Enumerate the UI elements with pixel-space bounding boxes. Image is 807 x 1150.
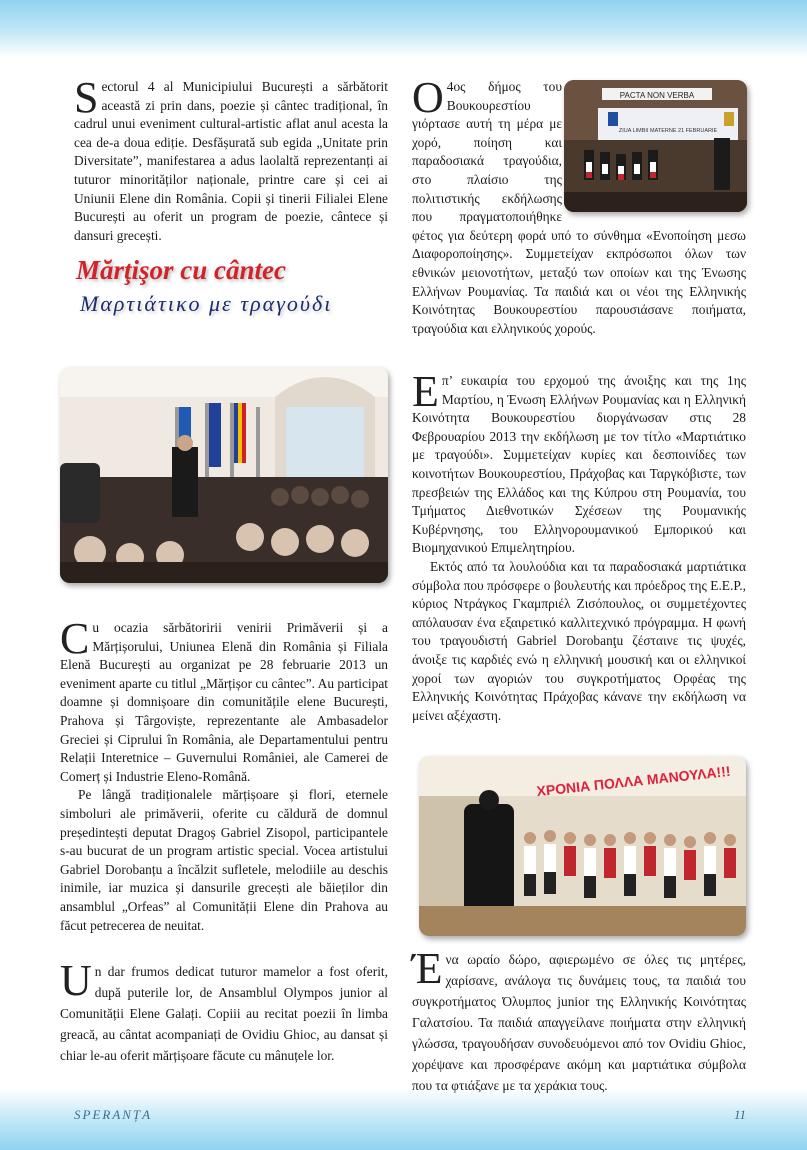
dropcap: C — [60, 614, 90, 663]
section-title-greek: Μαρτιάτικο με τραγούδι — [80, 291, 333, 316]
photo-hall-image — [60, 367, 388, 583]
article-text: 4ος δήμος του Βουκουρεστίου γιόρτασε αυτή τη μέρα με χορό, ποίηση και παραδοσιακά τραγούδια, στο πλαίσιο της πολιτιστικής εκδήλωσης που πραγματοποιήθηκε φέτος για δεύτερη φορά υπό το σύνθημα «Ενοποίηση μεσω Διαφοροποίησης». Συμμετείχαν εκπρόσωποι όλων των εθνικών μειονοτήτων, μεταξύ των οποίων και της Ένωσης Ελλήνων Ρουμανίας. Τα παιδιά και οι νέοι της Ελληνικής Κοινότητας Βουκουρεστίου παρουσιάσανε ποιήματα, τραγούδια και ελληνικούς χορούς. — [412, 79, 746, 336]
dropcap: S — [74, 73, 99, 122]
section-title-romanian: Mărţişor cu cântec — [76, 255, 287, 285]
dropcap: Έ — [412, 944, 443, 993]
photo-children-choir — [419, 756, 746, 936]
article-text: n dar frumos dedicat tuturor mamelor a fost oferit, după puterile lor, de Ansamblul Olympos junior al Comunității Elene Galați. Copiii au recitat poezii în limba greacă, au cântat acompaniați de Ovidiu Ghioc, au dansat și chiar le-au oferit mărțișoare făcute cu mânuțele lor. — [60, 964, 388, 1063]
article-paragraph: Pe lângă tradiționalele mărțișoare și flori, eternele simboluri ale primăverii, oferite cu căldură de domnul președintești deputat Dragoș Gabriel Zisopol, participantele s-au bucurat de un program artistic special. Vocea artistului Gabriel Dorobanțu a încălzit sufletele, melodiile au deschis inimile, iar muzica și dansurile grecești ale băieților din ansamblul „Orfeas” al Comunității Elene din Prahova au făcut petrecerea de neuitat. — [60, 787, 388, 933]
article-text: u ocazia sărbătoririi venirii Primăverii și a Mărțișorului, Uniunea Elenă din România și Filiala Elenă București au organizat pe 28 februarie 2013 un eveniment aparte cu titlul „Mărțișor cu cântec”. Au participat doamne și domnișoare din comunitățile elene București, Prahova și Târgoviște, reprezentante ale Ambasadelor Greciei și Ciprului în România, ale Departamentului pentru Relații Interetnice – Guvernului României, ale Camerei de Comerț și Industrie Eleno-Română. — [60, 620, 388, 784]
dropcap: U — [60, 956, 92, 1005]
article-text: π’ ευκαιρία του ερχομού της άνοιξης και της 1ης Μαρτίου, η Ένωση Ελλήνων Ρουμανίας και η Ελληνική Κοινότητα Βουκουρεστίου διοργάνωσαν στις 28 Φεβρουαρίου 2013 την εκδήλωση με τον τίτλο «Μαρτιάτικο με τραγούδι». Συμμετείχαν κυρίες και δεσποινίδες των κοινοτήτων Βουκουρεστίου, Πράχοβας και Ταργκόβιστε, των πρεσβειών της Ελλάδος και της Κύπρου στη Ρουμανία, του Τμήματος Διεθνοτικών Σχέσεων της Ρουμανικής Κυβέρνησης, του Ελληνορουμανικού Εμπορικού και Βιομηχανικού Επιμελητηρίου. — [412, 373, 746, 556]
article-paragraph: Εκτός από τα λουλούδια και τα παραδοσιακά μαρτιάτικα σύμβολα που πρόσφερε ο βουλευτής και πρόεδρος της Ε.Ε.Ρ., κύριος Ντράγκος Γκαμπριέλ Ζισόπουλος, οι συμμετέχοντες απόλαυσαν ένα εξαιρετικό καλλιτεχνικό πρόγραμμα. Η φωνή του τραγουδιστή Gabriel Dorobanţu ζέσταινε τις ψυχές, άνοιξε τις καρδιές ενώ η ελληνική μουσική και οι ελληνικοί χοροί των αγοριών του συγκροτήματος Ορφέας της Ελληνικής Κοινότητας Πράχοβας κάνανε την εκδήλωση να μείνει αξέχαστη. — [412, 558, 746, 723]
page-number: 11 — [734, 1107, 747, 1122]
photo-choir-image — [419, 756, 746, 936]
dropcap: Ε — [412, 367, 439, 416]
photo-stage-event — [564, 80, 747, 212]
photo-stage-image — [564, 80, 747, 212]
article-text: ectorul 4 al Municipiului București a sărbătorit această zi prin dans, poezie și cântec tradițional, în cadrul unui eveniment cultural-artistic aflat anul acesta la cea de-a doua ediție. Desfășurată sub egida „Unitate prin Diversitate”, manifestarea a adus laolaltă reprezentanți ai tuturor minorităților naționale, printre care și cei ai Uniunii Elene din România. Copii și tinerii Filialei Elene București au oferit un program de poezie, cântece și dansuri grecești. — [74, 79, 388, 243]
header-band — [0, 0, 807, 58]
sector4-article — [74, 73, 388, 245]
magazine-name: SPERANȚA — [74, 1107, 153, 1122]
photo-banner-text: ΧΡΟΝΙΑ ΠΟΛΛΑ ΜΑΝΟΥΛΑ!!! — [535, 762, 732, 800]
ro-martisor-article — [60, 614, 388, 935]
greek-mame-article — [412, 944, 746, 1096]
photo-sign-text: ZIUA LIMBII MATERNE 21 FEBRUARIE — [618, 128, 718, 134]
photo-hall-audience — [60, 367, 388, 583]
photo-banner-text: PACTA NON VERBA — [619, 91, 695, 100]
greek-martie-article — [412, 367, 746, 725]
dropcap: Ο — [412, 73, 444, 122]
article-text: να ωραίο δώρο, αφιερωμένο σε όλες τις μητέρες, χαρίσανε, ανάλογα τις δυνάμεις τους, τα παιδιά του συγκροτήματος Όλυμπος junior της Ελληνικής Κοινότητας Γαλατσίου. Τα παιδιά απαγγείλανε ποιήματα στην ελληνική γλώσσα, τραγουδήσαν συνοδευόμενοι από τον Ovidiu Ghioc, χορέψανε και προσφέρανε ακόμη και μαρτιάτικα σύμβολα που τα φτιάξανε με τα χεράκια τους. — [412, 952, 746, 1093]
ro-mame-article — [60, 956, 388, 1066]
